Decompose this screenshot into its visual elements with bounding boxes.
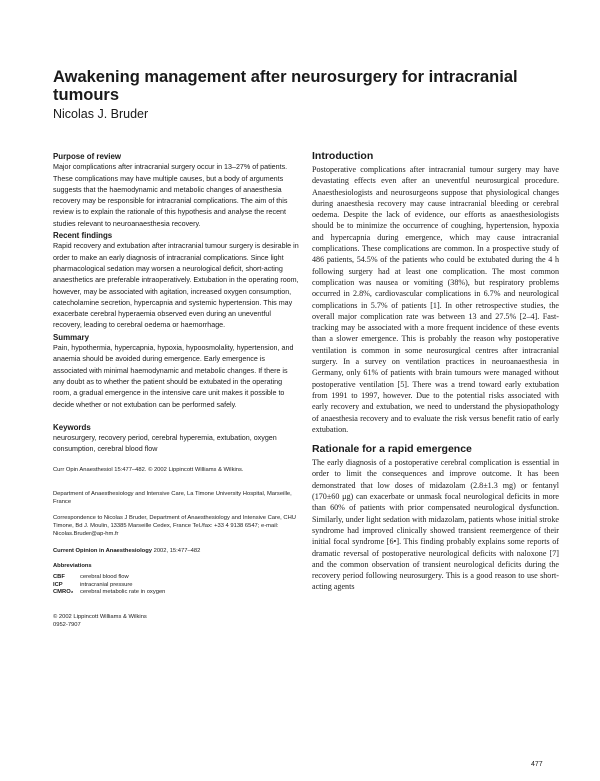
abbreviations-heading: Abbreviations (53, 562, 92, 569)
abstract-column (53, 151, 299, 629)
abbreviation-row (53, 574, 165, 582)
abbreviation-row (53, 589, 165, 597)
affiliation: Department of Anaesthesiology and Intensive Care, La Timone University Hospital, Marseille, France (53, 491, 292, 506)
citation-line: Curr Opin Anaesthesiol 15:477–482. © 2002 Lippincott Williams & Wilkins. (53, 466, 244, 473)
abbreviation-value: cerebral blood flow (80, 574, 129, 581)
copyright-line: © 2002 Lippincott Williams & Wilkins (53, 613, 147, 620)
keywords-text: neurosurgery, recovery period, cerebral hyperemia, extubation, oxygen consumption, cerebral blood flow (53, 434, 277, 454)
introduction-heading: Introduction (312, 150, 374, 162)
abbreviation-key: ICP (53, 581, 63, 588)
abbreviation-row (53, 582, 165, 590)
purpose-text: Major complications after intracranial surgery occur in 13–27% of patients. These complications may have multiple causes, but a body of arguments suggests that the haemodynamic and metabolic changes of anaesthesia recovery may be responsible for intracranial complications. The aim of this review is to explain the rationale of this hypothesis and analyse the recent studies relevant to neuroanaesthesia recovery. (53, 163, 288, 228)
findings-text: Rapid recovery and extubation after intracranial tumour surgery is desirable in order to make an early diagnosis of intracranial complications. Since light pharmacological sedation may worsen a neurological deficit, short-acting anaesthetics are preferable intraoperatively. Extubation in the operating room, however, may be associated with agitation, increased oxygen consumption, catecholamine secretion, hypercapnia and systemic hypertension. This may exacerbate cerebral hyperaemia observed even during an uneventful recovery, leading to cerebral oedema or haemorrhage. (53, 242, 299, 330)
issn: 0952-7907 (53, 621, 81, 628)
journal-reference (53, 547, 299, 555)
rationale-text: The early diagnosis of a postoperative cerebral complication is essential in order to limit the consequences and improve outcome. It has been demonstrated that low doses of midazolam (2.8±1.3 mg) or fentanyl (170±60 μg) can exacerbate or unmask focal neurological deficits in more than 60% of patients with prior compensated neurological dysfunction. Similarly, under light sedation with midazolam, patients whose initial stroke syndrome had improved clinically showed transient reemergence of their initial focal syndrome [6•]. This finding probably explains some reports of dramatic reversal of postoperative neurological deficits with naloxone [7] and the common observation of transient neurological deficits during the recovery period following neurosurgery. This is a good reason to use short-acting agents (312, 458, 559, 592)
keywords-heading: Keywords (53, 422, 91, 432)
abbreviation-value: intracranial pressure (80, 581, 133, 588)
abbreviation-key: CMRO₂ (53, 589, 74, 596)
abbreviation-value: cerebral metabolic rate in oxygen (80, 589, 166, 596)
abbreviations-table (53, 574, 165, 597)
correspondence: Correspondence to Nicolas J Bruder, Department of Anaesthesiology and Intensive Care, CHU Timone, Bd J. Moulin, 13385 Marseille Cedex, France Tel./fax: +33 4 9138 6547; e-mail: Nicolas.Bruder@ap-hm.fr (53, 514, 296, 538)
summary-text: Pain, hypothermia, hypercapnia, hypoxia, hypoosmolality, hypertension, and anaemia should be avoided during emergence. Early emergence is associated with minimal haemodynamic and metabolic changes. If there is any doubt as to whether the patient should be extubated in the operating room, a gradual emergence in the intensive care unit makes it possible to decide whether or not extubation can be performed safely. (53, 344, 294, 409)
body-column (312, 150, 559, 593)
purpose-heading: Purpose of review (53, 152, 121, 161)
introduction-text: Postoperative complications after intracranial tumour surgery may have devastating effects even after an uneventful neurosurgical procedure. Anaesthesiologists and neurosurgeons suppose that physiological changes during anaesthesia recovery may cause intracranial bleeding or cerebral oedema. Despite the lack of evidence, our efforts as anaesthesiologists should be to minimize the occurrence of coughing, hypertension, hypoxia and hypercapnia during emergence, which may cause intracranial complications. These complications are common. In a prospective study of 486 patients, 54.5% of the patients who could be extubated during the 4 h following surgery had at least one complication. The most common complication was nausea or vomiting (38%), but respiratory problems occurred in 2.8%, cardiovascular complications in 6.7% and neurological complications in 5.7% of patients [1]. In other retrospective studies, the overall major complication rate was between 13 and 27.5% [2–4]. Fast-tracking may be associated with a more frequent incidence of these events than a slower emergence. This is probably the reason why postoperative ventilation is common in some neurosurgical centres after intracranial surgery. In a survey on ventilation practices in neuroanaesthesia in Germany, only 61% of patients with brain tumours were managed without postoperative ventilation [5]. There was a trend toward early extubation from 1991 to 1997, however. Due to the potential risks associated with early recovery and extubation, we need to understand the physiopathology of anaesthesia recovery and to evaluate the risk versus benefit ratio of early extubation. (312, 165, 559, 434)
article-title: Awakening management after neurosurgery for intracranial tumours (53, 68, 518, 104)
page-number: 477 (531, 761, 543, 768)
rationale-heading: Rationale for a rapid emergence (312, 443, 472, 456)
author-name: Nicolas J. Bruder (53, 107, 149, 121)
journal-label: Current Opinion in Anaesthesiology (53, 547, 152, 554)
journal-volume: 2002, 15:477–482 (151, 547, 201, 554)
findings-heading: Recent findings (53, 231, 113, 241)
abbreviation-key: CBF (53, 574, 65, 581)
summary-heading: Summary (53, 332, 89, 342)
